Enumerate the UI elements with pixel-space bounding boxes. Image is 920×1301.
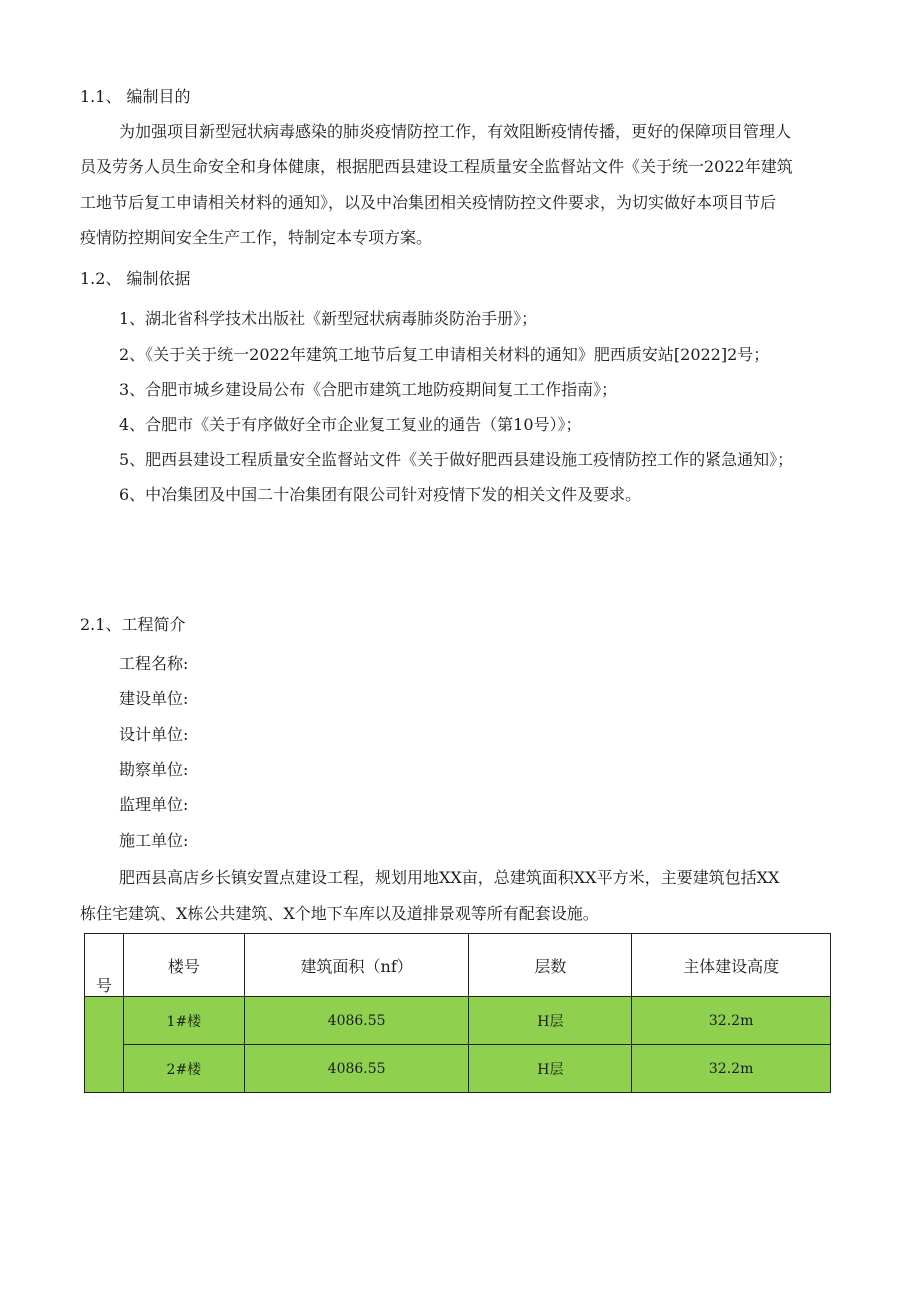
cell-height: 32.2m xyxy=(632,997,831,1045)
section-1-1-title: 1.1、 编制目的 xyxy=(80,87,191,106)
header-building-no: 楼号 xyxy=(123,934,244,997)
field-survey-unit: 勘察单位: xyxy=(119,760,189,779)
paragraph-line: 员及劳务人员生命安全和身体健康，根据肥西县建设工程质量安全监督站文件《关于统一2022年建筑 xyxy=(80,157,793,176)
basis-item: 3、合肥市城乡建设局公布《合肥市建筑工地防疫期间复工工作指南》； xyxy=(119,380,618,399)
cell-building-no: 2#楼 xyxy=(123,1045,244,1093)
field-construction-unit: 建设单位: xyxy=(119,689,189,708)
basis-item: 2、《关于关于统一2022年建筑工地节后复工申请相关材料的通知》肥西质安站[2022]2号； xyxy=(119,345,770,364)
basis-item: 5、肥西县建设工程质量安全监督站文件《关于做好肥西县建设施工疫情防控工作的紧急通知》； xyxy=(119,450,794,469)
table-header-row xyxy=(85,934,831,997)
field-design-unit: 设计单位: xyxy=(119,725,189,744)
header-floors: 层数 xyxy=(469,934,632,997)
paragraph-line: 工地节后复工申请相关材料的通知》，以及中冶集团相关疫情防控文件要求，为切实做好本项目节后 xyxy=(80,193,777,212)
section-1-2-title: 1.2、 编制依据 xyxy=(80,269,191,288)
field-contractor-unit: 施工单位: xyxy=(119,831,189,850)
cell-area: 4086.55 xyxy=(244,997,469,1045)
section-2-1-title: 2.1、工程简介 xyxy=(80,615,186,634)
header-index: 号 xyxy=(85,934,124,997)
basis-item: 4、合肥市《关于有序做好全市企业复工复业的通告（第10号）》； xyxy=(119,415,582,434)
cell-area: 4086.55 xyxy=(244,1045,469,1093)
table-row xyxy=(85,1045,831,1093)
basis-item: 6、中冶集团及中国二十冶集团有限公司针对疫情下发的相关文件及要求。 xyxy=(119,485,642,504)
summary-line: 栋住宅建筑、X栋公共建筑、X个地下车库以及道排景观等所有配套设施。 xyxy=(80,904,599,923)
cell-floors: H层 xyxy=(469,997,632,1045)
header-area: 建筑面积（nf） xyxy=(244,934,469,997)
cell-building-no: 1#楼 xyxy=(123,997,244,1045)
basis-item: 1、湖北省科学技术出版社《新型冠状病毒肺炎防治手册》； xyxy=(119,309,538,328)
paragraph-line: 为加强项目新型冠状病毒感染的肺炎疫情防控工作，有效阻断疫情传播，更好的保障项目管理人 xyxy=(119,122,792,141)
index-cell xyxy=(85,997,124,1093)
cell-floors: H层 xyxy=(469,1045,632,1093)
cell-height: 32.2m xyxy=(632,1045,831,1093)
paragraph-line: 疫情防控期间安全生产工作，特制定本专项方案。 xyxy=(80,228,433,247)
header-height: 主体建设高度 xyxy=(632,934,831,997)
field-project-name: 工程名称: xyxy=(119,654,189,673)
building-table xyxy=(84,933,831,1093)
table-row xyxy=(85,997,831,1045)
summary-line: 肥西县高店乡长镇安置点建设工程，规划用地XX亩，总建筑面积XX平方米，主要建筑包括XX xyxy=(119,868,780,887)
field-supervision-unit: 监理单位: xyxy=(119,795,189,814)
